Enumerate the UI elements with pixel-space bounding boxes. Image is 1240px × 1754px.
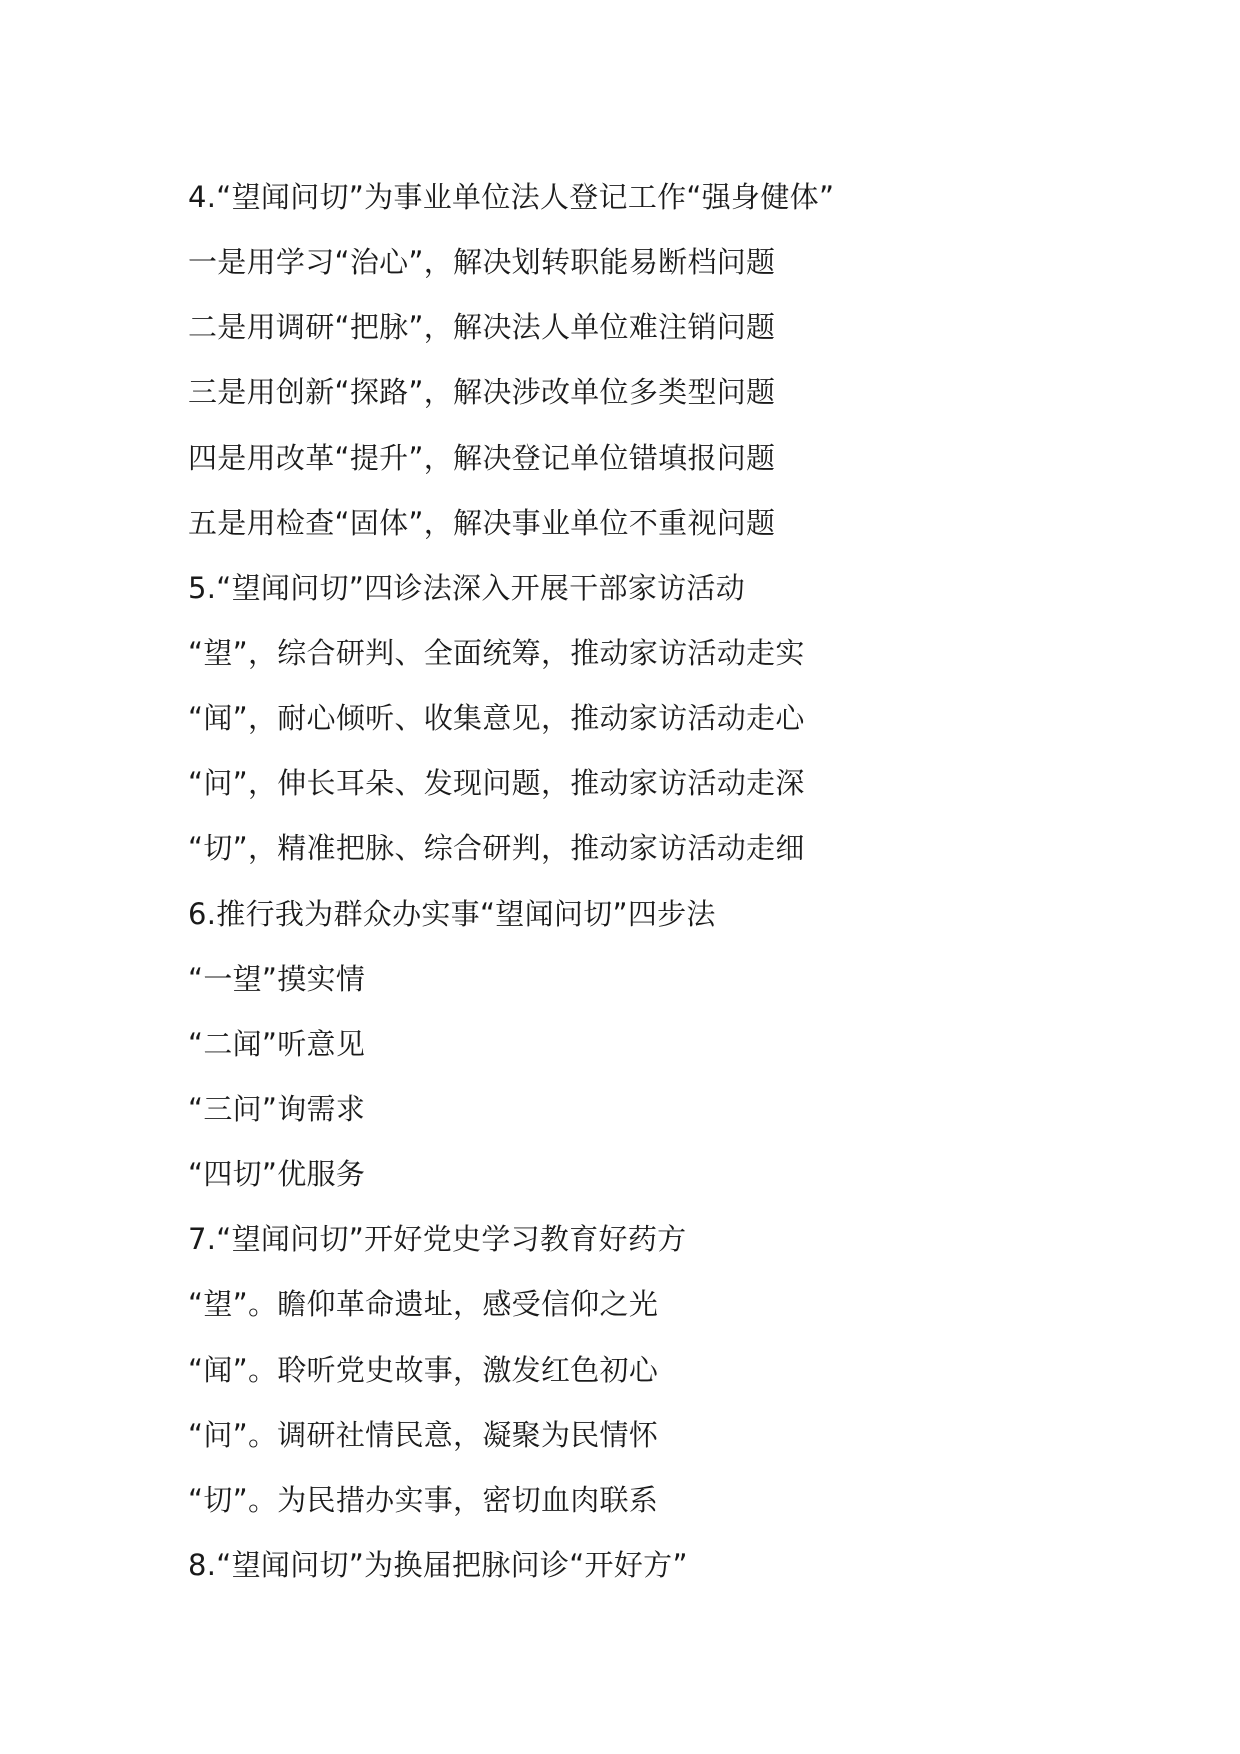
- list-item: 一是用学习“治心”，解决划转职能易断档问题: [188, 245, 776, 280]
- list-item: “望”。瞻仰革命遗址，感受信仰之光: [188, 1287, 659, 1322]
- list-item: 五是用检查“固体”，解决事业单位不重视问题: [188, 505, 776, 540]
- heading-8: 8.“望闻问切”为换届把脉问诊“开好方”: [188, 1547, 688, 1582]
- list-item: “切”。为民措办实事，密切血肉联系: [188, 1482, 659, 1517]
- heading-5: 5.“望闻问切”四诊法深入开展干部家访活动: [188, 570, 746, 605]
- list-item: 四是用改革“提升”，解决登记单位错填报问题: [188, 440, 776, 475]
- list-item: “问”。调研社情民意，凝聚为民情怀: [188, 1417, 659, 1452]
- text-lines: [188, 175, 1188, 1608]
- list-item: “四切”优服务: [188, 1157, 366, 1192]
- list-item: “问”，伸长耳朵、发现问题，推动家访活动走深: [188, 766, 805, 801]
- list-item: “一望”摸实情: [188, 961, 366, 996]
- heading-6: 6.推行我为群众办实事“望闻问切”四步法: [188, 896, 716, 931]
- list-item: “闻”。聆听党史故事，激发红色初心: [188, 1352, 659, 1387]
- list-item: “切”，精准把脉、综合研判，推动家访活动走细: [188, 831, 805, 866]
- list-item: “二闻”听意见: [188, 1026, 366, 1061]
- list-item: 二是用调研“把脉”，解决法人单位难注销问题: [188, 310, 776, 345]
- list-item: 三是用创新“探路”，解决涉改单位多类型问题: [188, 375, 776, 410]
- list-item: “闻”，耐心倾听、收集意见，推动家访活动走心: [188, 701, 805, 736]
- heading-7: 7.“望闻问切”开好党史学习教育好药方: [188, 1222, 687, 1257]
- list-item: “望”，综合研判、全面统筹，推动家访活动走实: [188, 635, 805, 670]
- list-item: “三问”询需求: [188, 1091, 366, 1126]
- heading-4: 4.“望闻问切”为事业单位法人登记工作“强身健体”: [188, 180, 835, 214]
